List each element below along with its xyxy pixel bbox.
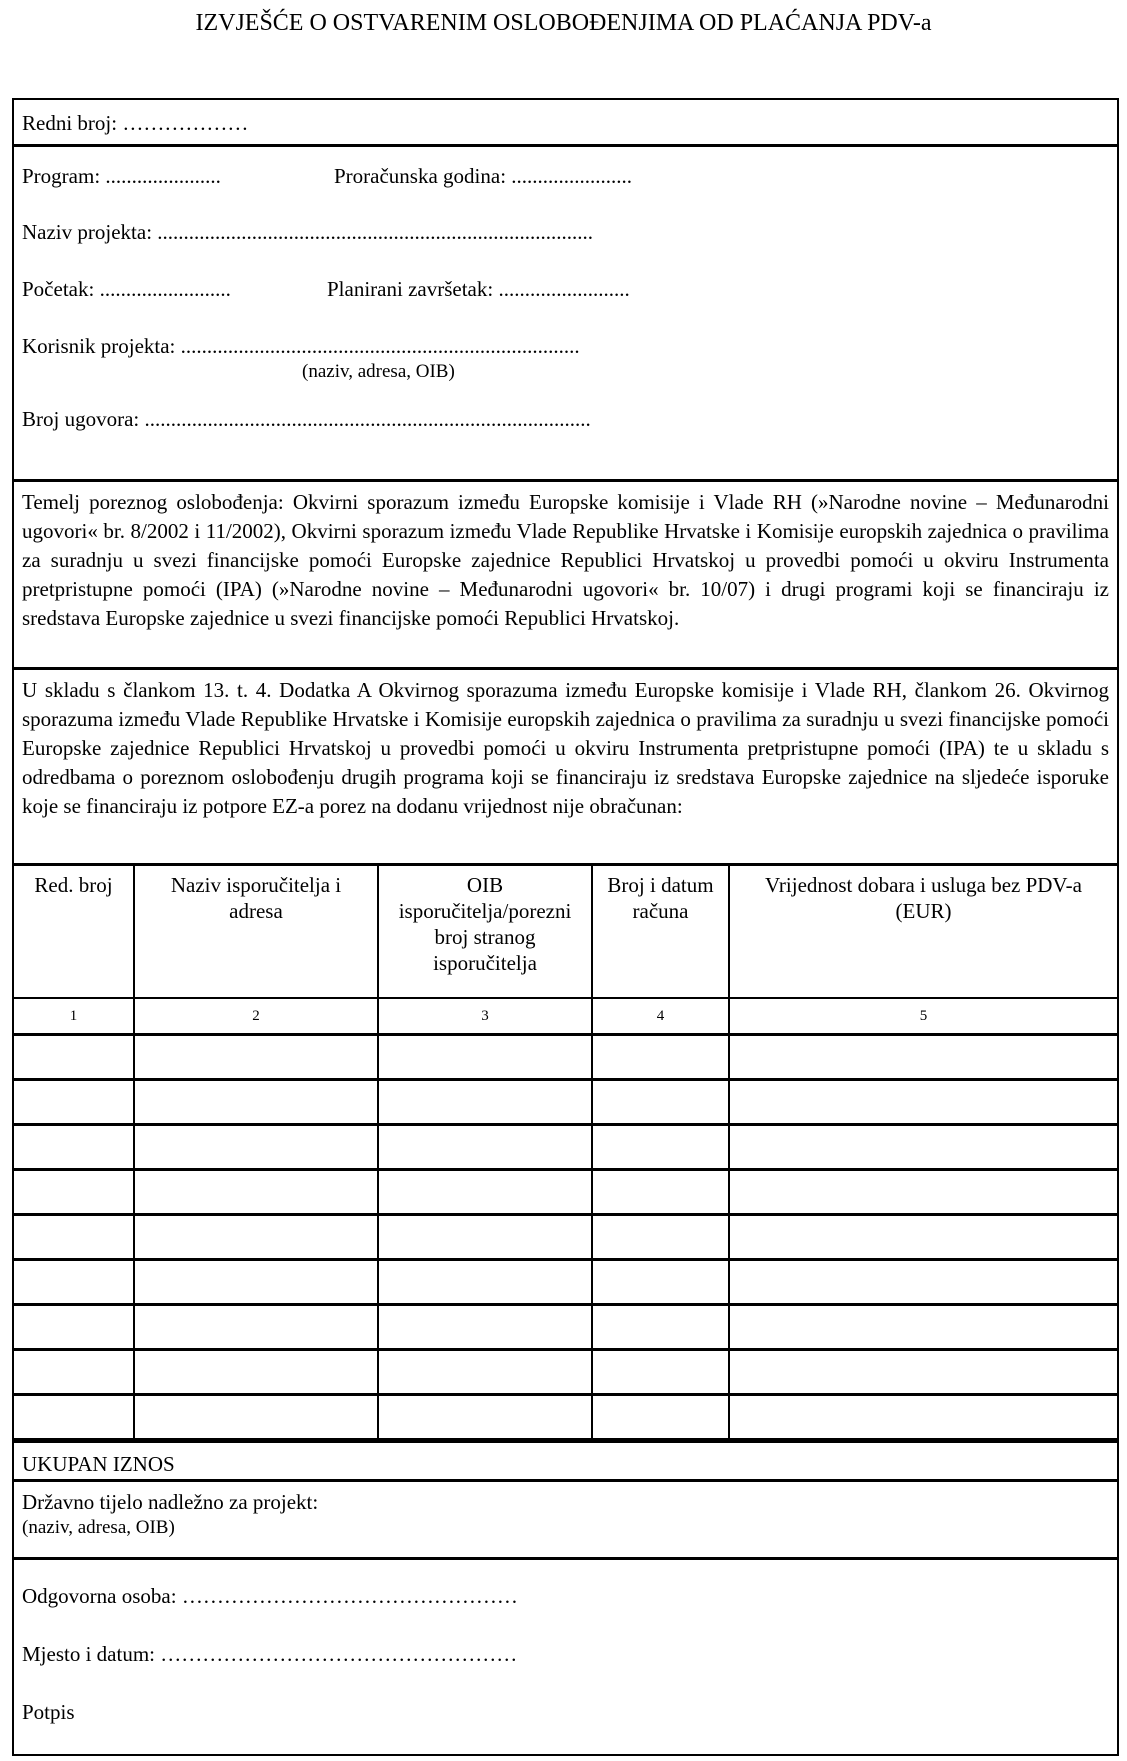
cell-naziv[interactable]: [134, 1170, 378, 1215]
proracunska-godina-field[interactable]: .......................: [511, 164, 633, 188]
cell-red-broj[interactable]: [14, 1170, 134, 1215]
proracunska-godina-label: Proračunska godina:: [334, 164, 507, 188]
table-row: [14, 1395, 1117, 1440]
cell-red-broj[interactable]: [14, 1035, 134, 1080]
cell-oib[interactable]: [378, 1305, 592, 1350]
potpis-label: Potpis: [22, 1700, 75, 1724]
ukupan-iznos-label: UKUPAN IZNOS: [22, 1452, 175, 1476]
broj-ugovora-row: [22, 404, 591, 434]
column-number-row: [14, 998, 1117, 1035]
supplies-table-wrap: [14, 866, 1117, 1440]
redni-broj-field[interactable]: ………………: [122, 111, 249, 135]
mjesto-datum-label: Mjesto i datum:: [22, 1642, 155, 1666]
mjesto-datum-field[interactable]: ……………………………………………: [160, 1642, 518, 1666]
report-form: [12, 98, 1119, 1756]
pocetak-row: [22, 274, 231, 304]
cell-racun[interactable]: [592, 1215, 729, 1260]
planirani-zavrsetak-label: Planirani završetak:: [327, 277, 494, 301]
drzavno-tijelo-label: Državno tijelo nadležno za projekt:: [22, 1490, 319, 1514]
column-header-red-broj: Red. broj: [14, 866, 134, 998]
naziv-projekta-row: [22, 217, 593, 247]
cell-racun[interactable]: [592, 1035, 729, 1080]
cell-naziv[interactable]: [134, 1305, 378, 1350]
table-row: [14, 1305, 1117, 1350]
odgovorna-osoba-label: Odgovorna osoba:: [22, 1584, 177, 1608]
column-number: 3: [378, 998, 592, 1035]
program-label: Program:: [22, 164, 101, 188]
cell-red-broj[interactable]: [14, 1305, 134, 1350]
odgovorna-osoba-row: [22, 1584, 518, 1609]
cell-oib[interactable]: [378, 1080, 592, 1125]
column-header-broj-datum-racuna: Broj i datum računa: [592, 866, 729, 998]
cell-oib[interactable]: [378, 1215, 592, 1260]
column-number: 2: [134, 998, 378, 1035]
cell-vrijednost[interactable]: [729, 1215, 1117, 1260]
column-number: 4: [592, 998, 729, 1035]
column-header-oib: OIB isporučitelja/porezni broj stranog isporučitelja: [378, 866, 592, 998]
table-row: [14, 1170, 1117, 1215]
cell-vrijednost[interactable]: [729, 1125, 1117, 1170]
cell-naziv[interactable]: [134, 1350, 378, 1395]
cell-racun[interactable]: [592, 1395, 729, 1440]
column-number: 1: [14, 998, 134, 1035]
table-row: [14, 1260, 1117, 1305]
column-number: 5: [729, 998, 1117, 1035]
cell-vrijednost[interactable]: [729, 1035, 1117, 1080]
drzavno-tijelo-caption: (naziv, adresa, OIB): [22, 1517, 175, 1538]
cell-oib[interactable]: [378, 1125, 592, 1170]
cell-oib[interactable]: [378, 1170, 592, 1215]
redni-broj-section: [14, 100, 1117, 147]
redni-broj-label: Redni broj:: [22, 111, 118, 135]
proracunska-godina-row: [334, 161, 632, 191]
column-header-vrijednost: Vrijednost dobara i usluga bez PDV-a (EUR): [729, 866, 1117, 998]
cell-vrijednost[interactable]: [729, 1350, 1117, 1395]
table-header-row: [14, 866, 1117, 998]
korisnik-projekta-row: [22, 331, 580, 361]
table-row: [14, 1035, 1117, 1080]
drzavno-tijelo-section: [14, 1482, 1117, 1560]
cell-naziv[interactable]: [134, 1395, 378, 1440]
odgovorna-osoba-field[interactable]: …………………………………………: [181, 1584, 518, 1608]
program-row: [22, 161, 221, 191]
cell-oib[interactable]: [378, 1035, 592, 1080]
supplies-table: [14, 866, 1117, 1440]
cell-oib[interactable]: [378, 1260, 592, 1305]
cell-red-broj[interactable]: [14, 1080, 134, 1125]
program-field[interactable]: ......................: [105, 164, 221, 188]
u-skladu-paragraph: U skladu s člankom 13. t. 4. Dodatka A Okvirnog sporazuma između Europske komisije i Vlade RH, člankom 26. Okvirnog sporazuma između Vlade Republike Hrvatske i Komisije europskih zajednica o pravilima za suradnju u svezi financijske pomoći Europske zajednice Republici Hrvatskoj u provedbi pomoći u okviru Instrumenta pretpristupne pomoći (IPA) te u skladu s odredbama o poreznom oslobođenju drugih programa koji se financiraju iz sredstava Europske zajednice na sljedeće isporuke koje se financiraju iz potpore EZ-a porez na dodanu vrijednost nije obračunan:: [14, 670, 1117, 866]
cell-vrijednost[interactable]: [729, 1170, 1117, 1215]
temelj-oslobodjenja-paragraph: Temelj poreznog oslobođenja: Okvirni sporazum između Europske komisije i Vlade RH (»Narodne novine – Međunarodni ugovori« br. 8/2002 i 11/2002), Okvirni sporazum između Vlade Republike Hrvatske i Komisije europskih zajednica o pravilima za suradnju u svezi financijske pomoći Europske zajednice Republici Hrvatskoj u provedbi pomoći u okviru Instrumenta pretpristupne pomoći (IPA) (»Narodne novine – Međunarodni ugovori« br. 10/07) i drugi programi koji se financiraju iz sredstava Europske zajednice u svezi financijske pomoći Republici Hrvatskoj.: [14, 482, 1117, 670]
signature-section: [14, 1560, 1117, 1754]
cell-naziv[interactable]: [134, 1260, 378, 1305]
broj-ugovora-label: Broj ugovora:: [22, 407, 140, 431]
cell-vrijednost[interactable]: [729, 1080, 1117, 1125]
cell-naziv[interactable]: [134, 1125, 378, 1170]
table-row: [14, 1350, 1117, 1395]
planirani-zavrsetak-field[interactable]: .........................: [498, 277, 630, 301]
pocetak-field[interactable]: .........................: [99, 277, 231, 301]
naziv-projekta-label: Naziv projekta:: [22, 220, 153, 244]
broj-ugovora-field[interactable]: .....................................................................................: [144, 407, 591, 431]
project-fields-section: [14, 147, 1117, 482]
table-row: [14, 1080, 1117, 1125]
cell-racun[interactable]: [592, 1305, 729, 1350]
korisnik-projekta-caption: (naziv, adresa, OIB): [302, 361, 455, 382]
cell-racun[interactable]: [592, 1125, 729, 1170]
column-header-naziv-isporucitelja: Naziv isporučitelja i adresa: [134, 866, 378, 998]
cell-racun[interactable]: [592, 1080, 729, 1125]
cell-naziv[interactable]: [134, 1215, 378, 1260]
table-row: [14, 1215, 1117, 1260]
cell-red-broj[interactable]: [14, 1260, 134, 1305]
mjesto-datum-row: [22, 1642, 517, 1667]
cell-oib[interactable]: [378, 1395, 592, 1440]
cell-vrijednost[interactable]: [729, 1305, 1117, 1350]
cell-naziv[interactable]: [134, 1035, 378, 1080]
planirani-zavrsetak-row: [327, 274, 630, 304]
korisnik-projekta-field[interactable]: ............................................................................: [180, 334, 580, 358]
cell-red-broj[interactable]: [14, 1350, 134, 1395]
cell-naziv[interactable]: [134, 1080, 378, 1125]
cell-vrijednost[interactable]: [729, 1395, 1117, 1440]
cell-racun[interactable]: [592, 1260, 729, 1305]
ukupan-iznos-row: [14, 1440, 1117, 1482]
cell-racun[interactable]: [592, 1350, 729, 1395]
cell-red-broj[interactable]: [14, 1125, 134, 1170]
cell-oib[interactable]: [378, 1350, 592, 1395]
cell-red-broj[interactable]: [14, 1215, 134, 1260]
cell-vrijednost[interactable]: [729, 1260, 1117, 1305]
cell-racun[interactable]: [592, 1170, 729, 1215]
table-row: [14, 1125, 1117, 1170]
korisnik-projekta-label: Korisnik projekta:: [22, 334, 176, 358]
cell-red-broj[interactable]: [14, 1395, 134, 1440]
document-title: IZVJEŠĆE O OSTVARENIM OSLOBOĐENJIMA OD PLAĆANJA PDV-a: [195, 10, 932, 36]
pocetak-label: Početak:: [22, 277, 95, 301]
naziv-projekta-field[interactable]: ...................................................................................: [157, 220, 594, 244]
